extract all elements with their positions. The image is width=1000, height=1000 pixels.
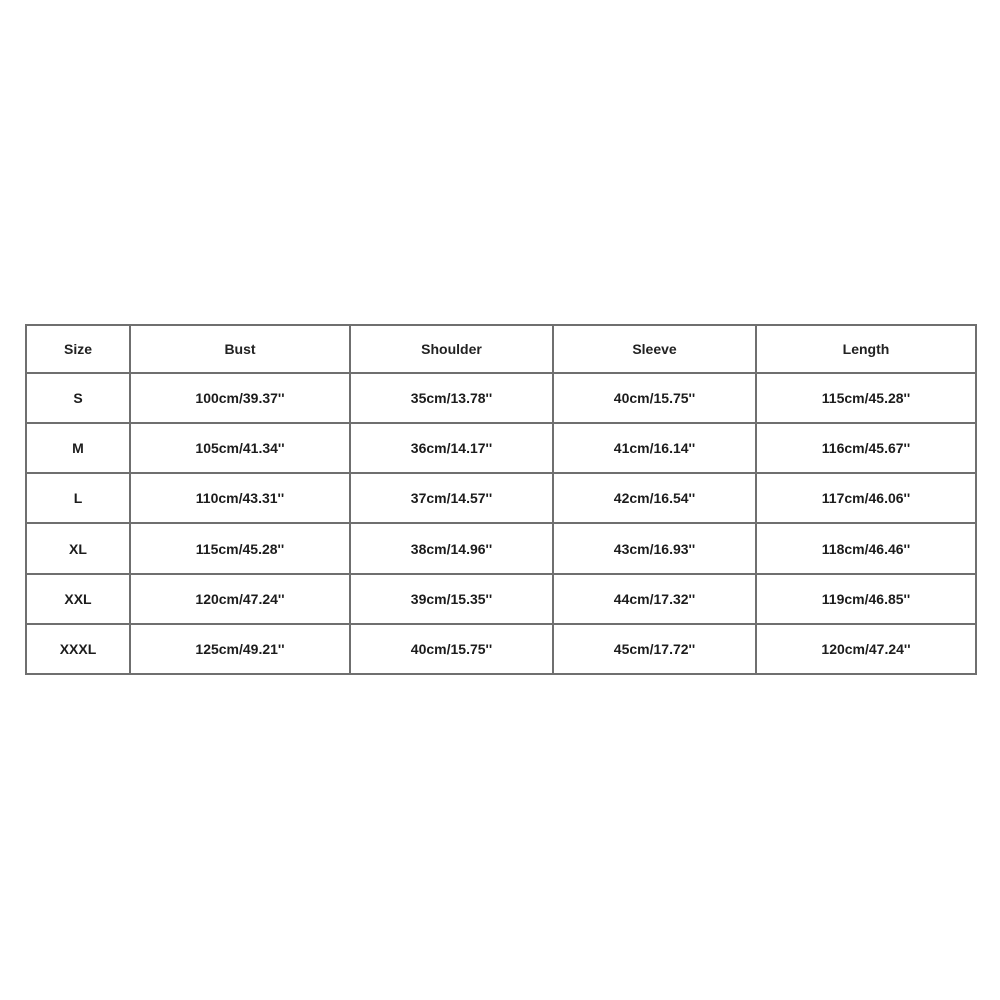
table-row xyxy=(26,423,976,473)
cell-size: XXXL xyxy=(26,624,130,674)
cell-size: XL xyxy=(26,523,130,573)
cell-size: XXL xyxy=(26,574,130,624)
cell-bust: 100cm/39.37'' xyxy=(130,373,350,423)
table-row xyxy=(26,373,976,423)
cell-length: 115cm/45.28'' xyxy=(756,373,976,423)
header-length: Length xyxy=(756,325,976,373)
cell-length: 120cm/47.24'' xyxy=(756,624,976,674)
cell-sleeve: 42cm/16.54'' xyxy=(553,473,756,523)
header-size: Size xyxy=(26,325,130,373)
header-bust: Bust xyxy=(130,325,350,373)
table-row xyxy=(26,523,976,573)
cell-shoulder: 38cm/14.96'' xyxy=(350,523,553,573)
header-row xyxy=(26,325,976,373)
cell-size: S xyxy=(26,373,130,423)
cell-shoulder: 35cm/13.78'' xyxy=(350,373,553,423)
header-shoulder: Shoulder xyxy=(350,325,553,373)
cell-bust: 105cm/41.34'' xyxy=(130,423,350,473)
cell-sleeve: 41cm/16.14'' xyxy=(553,423,756,473)
cell-length: 116cm/45.67'' xyxy=(756,423,976,473)
cell-size: L xyxy=(26,473,130,523)
cell-bust: 120cm/47.24'' xyxy=(130,574,350,624)
cell-sleeve: 43cm/16.93'' xyxy=(553,523,756,573)
table-row xyxy=(26,574,976,624)
cell-shoulder: 37cm/14.57'' xyxy=(350,473,553,523)
cell-sleeve: 44cm/17.32'' xyxy=(553,574,756,624)
size-chart-table xyxy=(25,324,977,675)
cell-shoulder: 36cm/14.17'' xyxy=(350,423,553,473)
cell-shoulder: 40cm/15.75'' xyxy=(350,624,553,674)
table-row xyxy=(26,624,976,674)
cell-bust: 125cm/49.21'' xyxy=(130,624,350,674)
cell-length: 118cm/46.46'' xyxy=(756,523,976,573)
cell-length: 117cm/46.06'' xyxy=(756,473,976,523)
cell-shoulder: 39cm/15.35'' xyxy=(350,574,553,624)
header-sleeve: Sleeve xyxy=(553,325,756,373)
cell-bust: 115cm/45.28'' xyxy=(130,523,350,573)
cell-size: M xyxy=(26,423,130,473)
cell-bust: 110cm/43.31'' xyxy=(130,473,350,523)
cell-sleeve: 40cm/15.75'' xyxy=(553,373,756,423)
cell-sleeve: 45cm/17.72'' xyxy=(553,624,756,674)
table-row xyxy=(26,473,976,523)
cell-length: 119cm/46.85'' xyxy=(756,574,976,624)
